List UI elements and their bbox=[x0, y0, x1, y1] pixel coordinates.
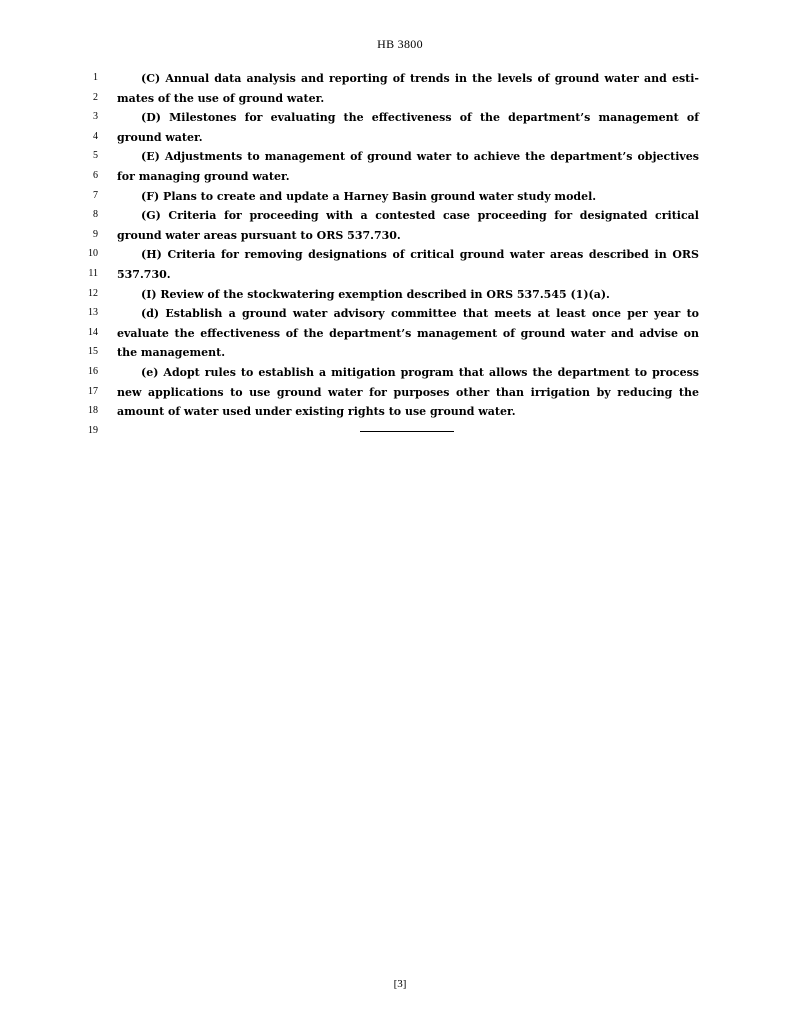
line-number: 3 bbox=[93, 111, 98, 123]
line-number: 17 bbox=[88, 385, 98, 397]
line-16 bbox=[0, 363, 800, 383]
line-text: (I) Review of the stockwatering exemption described in ORS 537.545 (1)(a). bbox=[141, 287, 610, 301]
bill-text bbox=[0, 69, 800, 441]
line-text: new applications to use ground water for purposes other than irrigation by reducing the bbox=[117, 385, 699, 399]
line-text: mates of the use of ground water. bbox=[117, 91, 325, 105]
line-number: 14 bbox=[88, 326, 98, 338]
line-5 bbox=[0, 147, 800, 167]
line-number: 15 bbox=[88, 346, 98, 358]
line-number: 19 bbox=[88, 424, 98, 436]
line-15 bbox=[0, 343, 800, 363]
line-text: (e) Adopt rules to establish a mitigation program that allows the department to process bbox=[141, 365, 699, 379]
line-number: 1 bbox=[93, 72, 98, 83]
line-number: 10 bbox=[88, 248, 98, 260]
line-number: 2 bbox=[93, 91, 98, 103]
line-number: 7 bbox=[93, 189, 98, 201]
line-17 bbox=[0, 383, 800, 403]
line-text: 537.730. bbox=[117, 267, 171, 281]
line-text: (C) Annual data analysis and reporting of trends in the levels of ground water and esti- bbox=[141, 72, 699, 85]
line-12 bbox=[0, 285, 800, 305]
line-text: evaluate the effectiveness of the department’s management of ground water and advise on bbox=[117, 326, 699, 340]
line-text: (D) Milestones for evaluating the effectiveness of the department’s management of bbox=[141, 111, 699, 125]
line-19 bbox=[0, 422, 800, 442]
line-18 bbox=[0, 402, 800, 422]
line-text: the management. bbox=[117, 346, 226, 360]
line-number: 18 bbox=[88, 405, 98, 417]
line-2 bbox=[0, 89, 800, 109]
line-4 bbox=[0, 128, 800, 148]
line-10 bbox=[0, 245, 800, 265]
line-9 bbox=[0, 226, 800, 246]
line-text: for managing ground water. bbox=[117, 169, 290, 183]
line-text: (G) Criteria for proceeding with a contested case proceeding for designated critical bbox=[141, 209, 699, 223]
line-number: 8 bbox=[93, 209, 98, 221]
section-end-rule bbox=[360, 431, 454, 432]
line-3 bbox=[0, 108, 800, 128]
line-6 bbox=[0, 167, 800, 187]
line-number: 5 bbox=[93, 150, 98, 162]
line-number: 11 bbox=[88, 267, 98, 279]
line-number: 12 bbox=[88, 287, 98, 299]
line-14 bbox=[0, 324, 800, 344]
line-text: (d) Establish a ground water advisory committee that meets at least once per year to bbox=[141, 307, 699, 321]
line-text: (H) Criteria for removing designations of critical ground water areas described in ORS bbox=[141, 248, 699, 262]
line-text: amount of water used under existing rights to use ground water. bbox=[117, 405, 516, 419]
line-number: 9 bbox=[93, 228, 98, 240]
line-number: 4 bbox=[93, 130, 98, 142]
line-13 bbox=[0, 304, 800, 324]
line-number: 13 bbox=[88, 307, 98, 319]
line-text: (F) Plans to create and update a Harney Basin ground water study model. bbox=[141, 189, 597, 203]
line-number: 16 bbox=[88, 365, 98, 377]
page-header: HB 3800 bbox=[377, 37, 423, 51]
line-11 bbox=[0, 265, 800, 285]
line-number: 6 bbox=[93, 169, 98, 181]
line-8 bbox=[0, 206, 800, 226]
line-text: (E) Adjustments to management of ground water to achieve the department’s objectives bbox=[141, 150, 699, 164]
line-1 bbox=[0, 69, 800, 89]
line-7 bbox=[0, 187, 800, 207]
line-text: ground water areas pursuant to ORS 537.730. bbox=[117, 228, 401, 242]
page-number: [3] bbox=[393, 978, 407, 990]
line-text: ground water. bbox=[117, 130, 203, 144]
